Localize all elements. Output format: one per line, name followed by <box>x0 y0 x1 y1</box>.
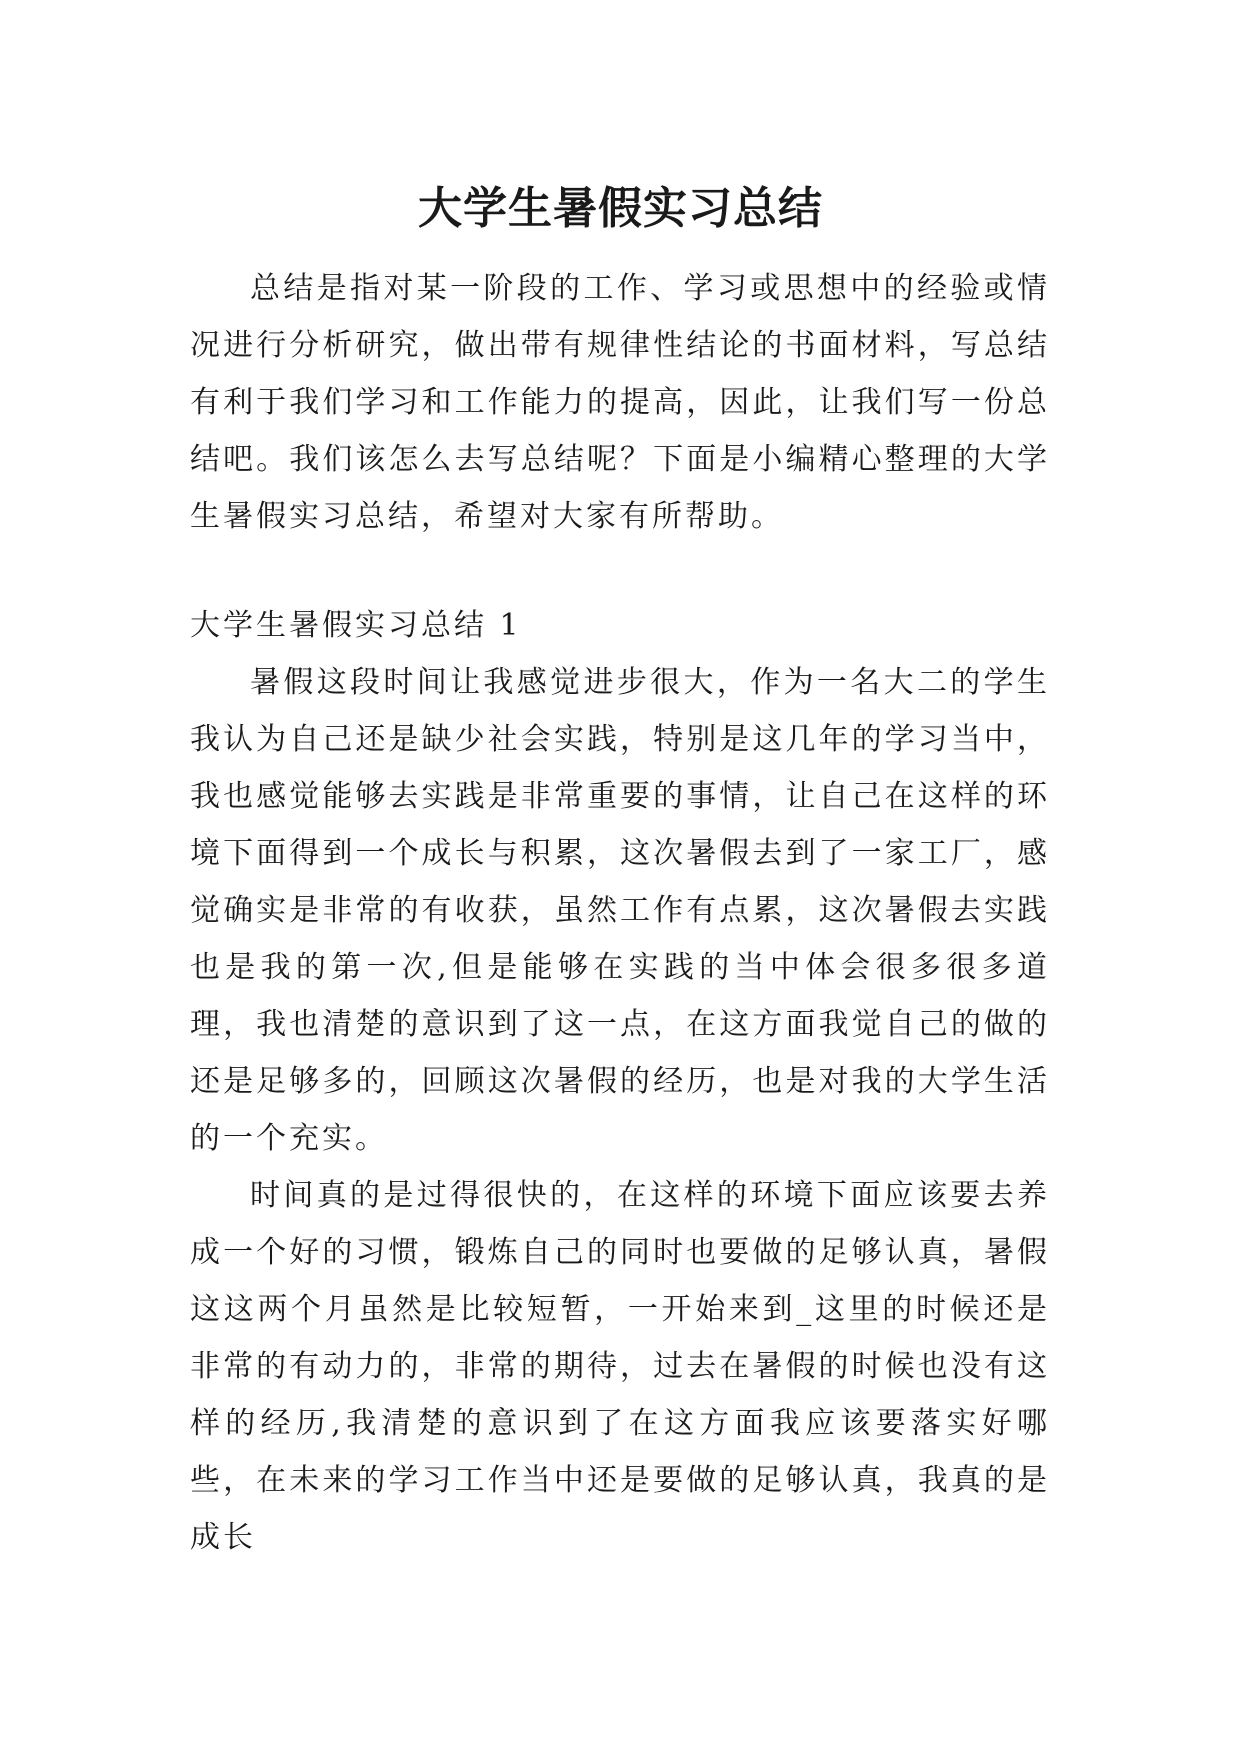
document-body <box>190 260 1050 1566</box>
document-title: 大学生暑假实习总结 <box>418 183 823 235</box>
body-paragraph-2: 时间真的是过得很快的，在这样的环境下面应该要去养成一个好的习惯，锻炼自己的同时也要做的足够认真，暑假这这两个月虽然是比较短暂，一开始来到_这里的时候还是非常的有动力的，非常的期待，过去在暑假的时候也没有这样的经历,我清楚的意识到了在这方面我应该要落实好哪些，在未来的学习工作当中还是要做的足够认真，我真的是成长 <box>190 1178 1050 1555</box>
intro-paragraph: 总结是指对某一阶段的工作、学习或思想中的经验或情况进行分析研究，做出带有规律性结论的书面材料，写总结有利于我们学习和工作能力的提高，因此，让我们写一份总结吧。我们该怎么去写总结呢？下面是小编精心整理的大学生暑假实习总结，希望对大家有所帮助。 <box>190 271 1050 534</box>
body-paragraph-1: 暑假这段时间让我感觉进步很大，作为一名大二的学生我认为自己还是缺少社会实践，特别是这几年的学习当中，我也感觉能够去实践是非常重要的事情，让自己在这样的环境下面得到一个成长与积累，这次暑假去到了一家工厂，感觉确实是非常的有收获，虽然工作有点累，这次暑假去实践也是我的第一次,但是能够在实践的当中体会很多很多道理，我也清楚的意识到了这一点，在这方面我觉自己的做的还是足够多的，回顾这次暑假的经历，也是对我的大学生活的一个充实。 <box>190 665 1050 1156</box>
section-heading: 大学生暑假实习总结 1 <box>190 608 522 643</box>
